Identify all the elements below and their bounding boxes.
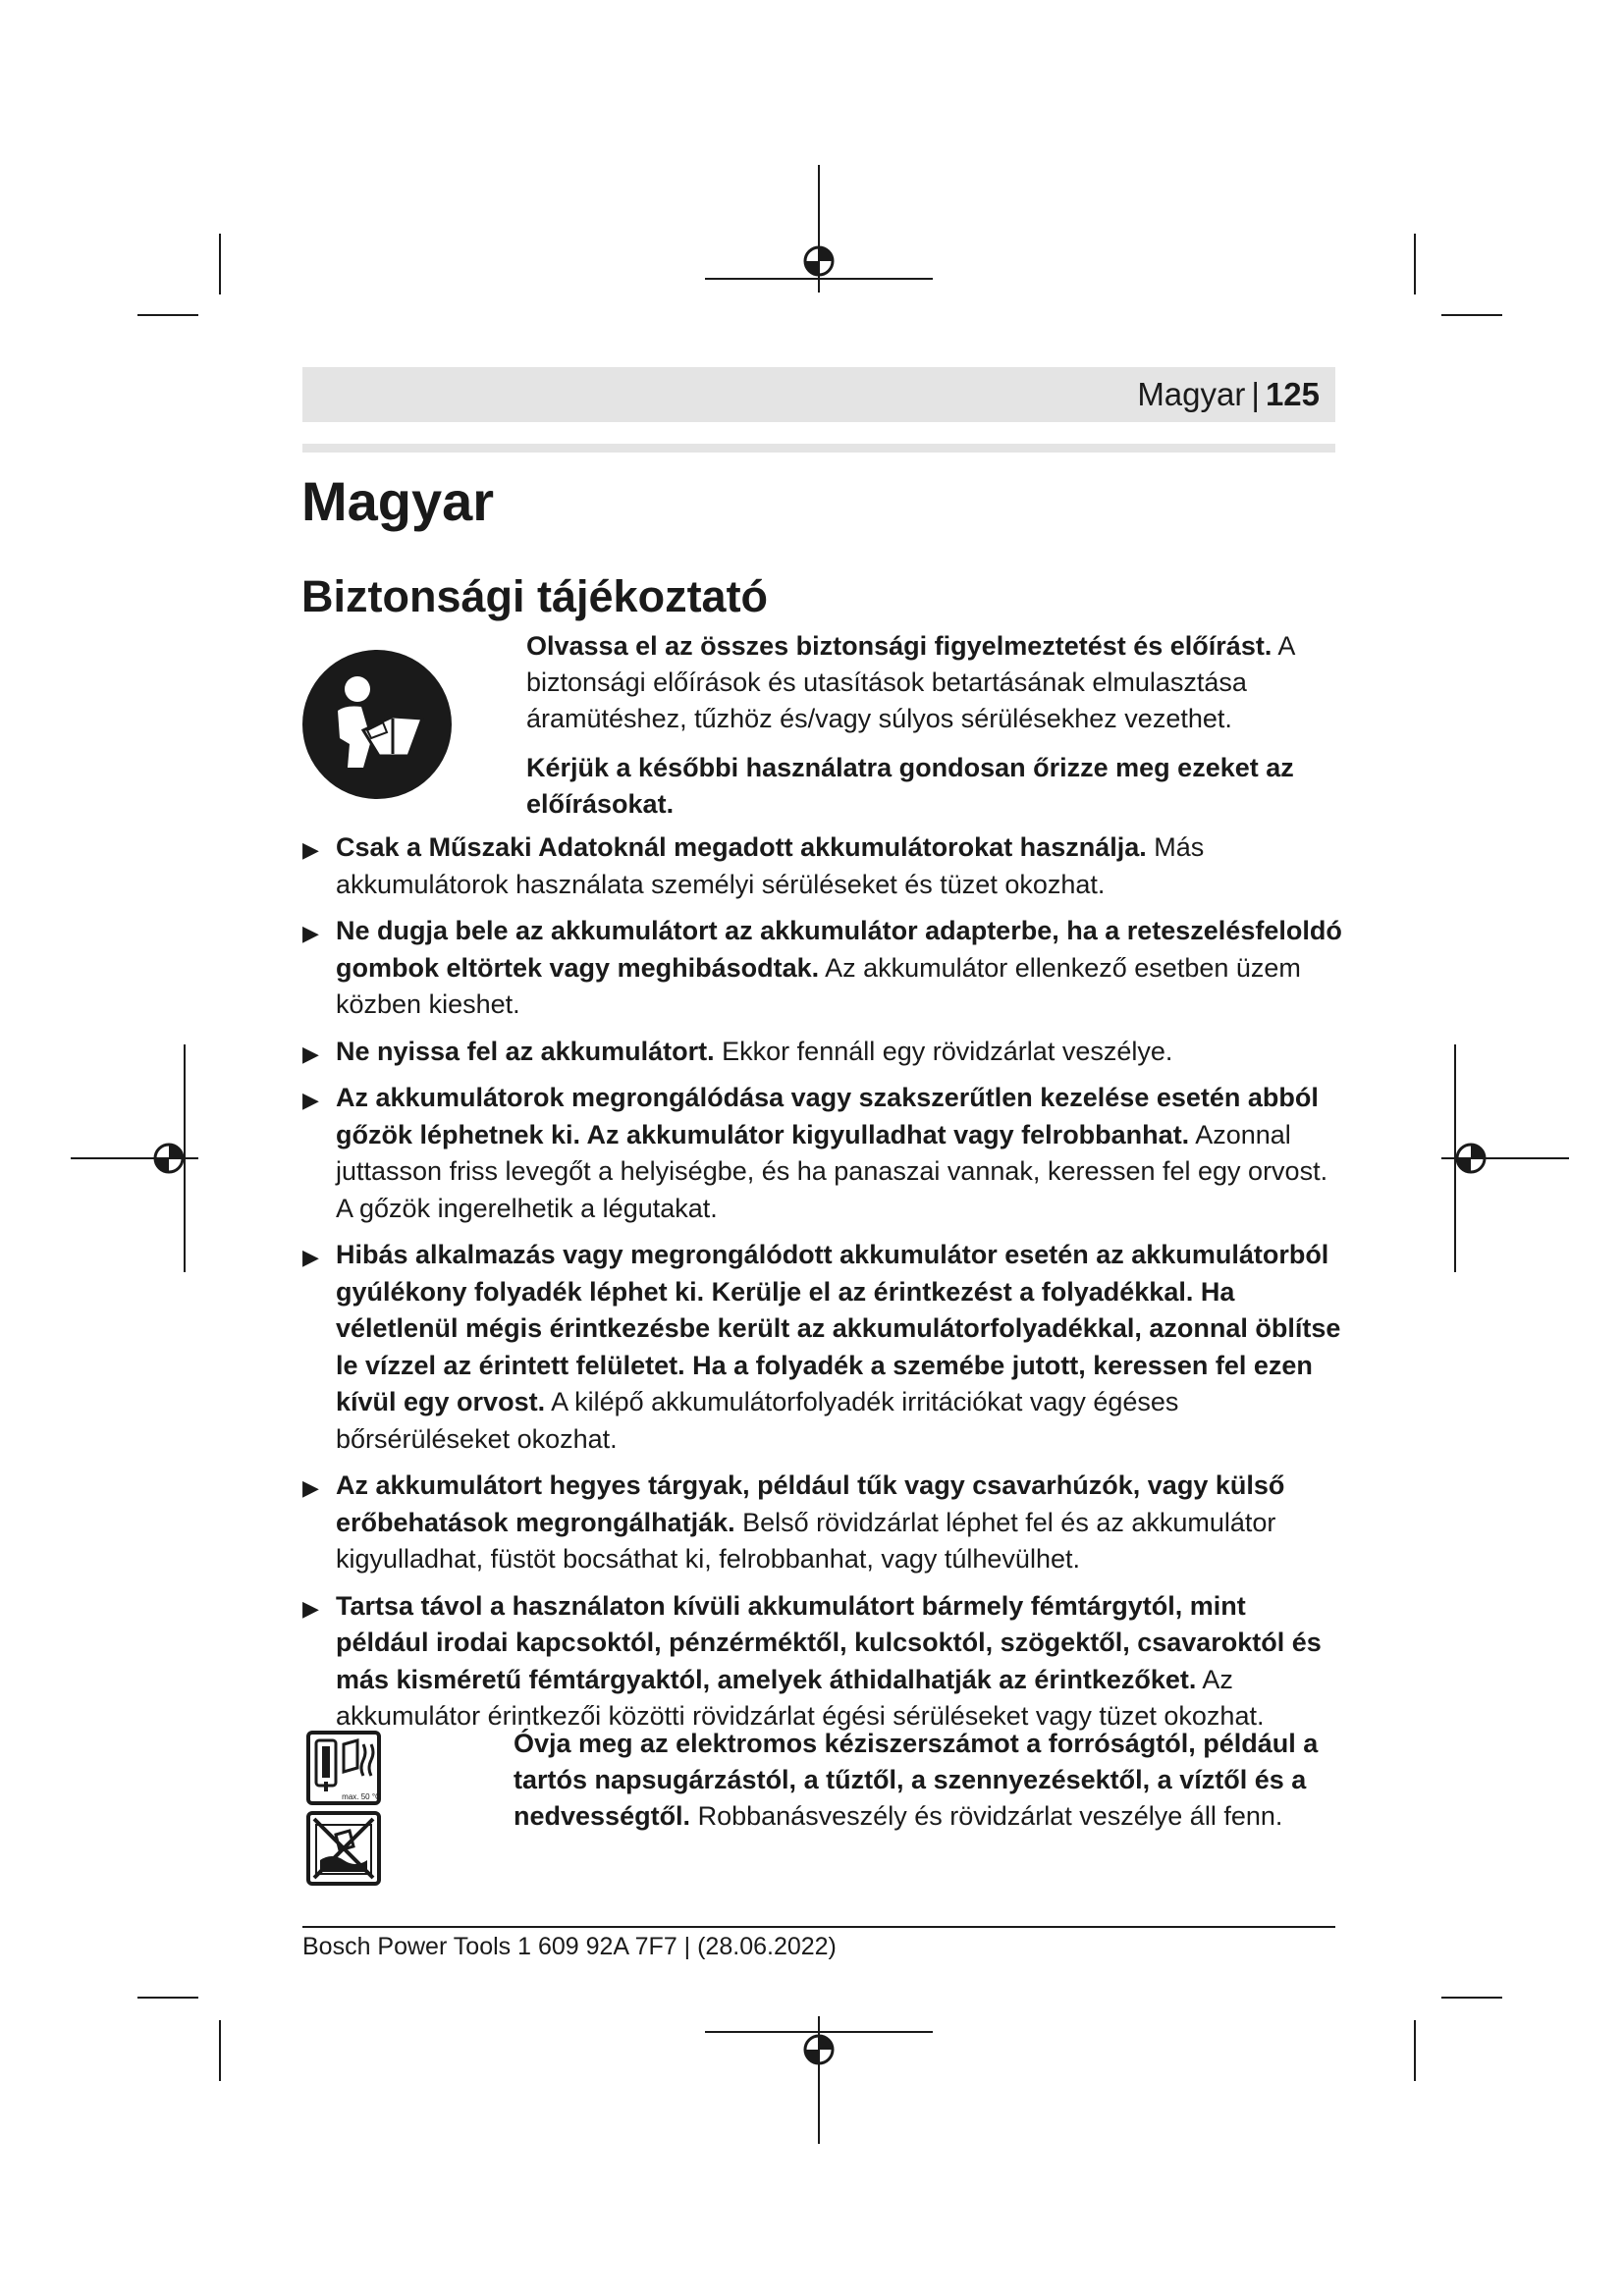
no-water-icon bbox=[306, 1811, 381, 1886]
crop-mark bbox=[219, 2020, 221, 2081]
list-item bbox=[302, 1237, 1345, 1458]
crop-mark bbox=[137, 1997, 198, 1999]
read-manual-icon bbox=[302, 650, 452, 799]
page-title: Magyar bbox=[301, 470, 495, 532]
warning-bold: Ne dugja bele az akkumulátort az akkumulátor adapterbe, ha a reteszelésfeloldó gombok eltörtek vagy meghibásodtak. bbox=[336, 916, 1342, 983]
header-separator: | bbox=[1251, 376, 1260, 412]
header-rule bbox=[302, 444, 1335, 453]
registration-mark-icon bbox=[705, 2016, 933, 2144]
warning-text: Az akkumulátor érintkezői közötti rövidzárlat égési sérüléseket vagy tüzet okozhat. bbox=[336, 1664, 1265, 1731]
protect-text: Robbanásveszély és rövidzárlat veszélye áll fenn. bbox=[690, 1801, 1283, 1831]
triangle-bullet-icon: ▶ bbox=[302, 1245, 319, 1269]
warning-text: Azonnal juttasson friss levegőt a helyiségbe, és ha panaszai vannak, keressen fel egy orvost. A gőzök ingerelhetik a légutakat. bbox=[336, 1119, 1328, 1223]
intro-keep bbox=[526, 750, 1341, 823]
header-label bbox=[1137, 377, 1320, 412]
warning-text: Az akkumulátor ellenkező esetben üzem közben kieshet. bbox=[336, 952, 1301, 1019]
triangle-bullet-icon: ▶ bbox=[302, 1088, 319, 1112]
header-language: Magyar bbox=[1137, 376, 1246, 412]
crop-mark bbox=[137, 314, 198, 316]
intro-keep-bold: Kérjük a későbbi használatra gondosan őrizze meg ezeket az előírásokat. bbox=[526, 753, 1294, 819]
triangle-bullet-icon: ▶ bbox=[302, 921, 319, 945]
list-item bbox=[302, 1034, 1345, 1071]
warning-list bbox=[302, 829, 1345, 1745]
warning-bold: Tartsa távol a használaton kívüli akkumulátort bármely fémtárgytól, mint például irodai kapcsoktól, pénzérméktől, kulcsoktól, szögektől, csavaroktól és más kisméretű fémtárgyaktól, amelyek áthidalhatják az érintkezőket. bbox=[336, 1590, 1322, 1694]
crop-mark bbox=[1441, 314, 1502, 316]
warning-bold: Az akkumulátorok megrongálódása vagy szakszerűtlen kezelése esetén abból gőzök léphetnek ki. Az akkumulátor kigyulladhat vagy felrobbanhat. bbox=[336, 1083, 1319, 1149]
registration-mark-icon bbox=[705, 165, 933, 293]
warning-bold: Ne nyissa fel az akkumulátort. bbox=[336, 1036, 715, 1066]
page-footer: Bosch Power Tools 1 609 92A 7F7 | (28.06.2022) bbox=[302, 1933, 837, 1960]
list-item bbox=[302, 1080, 1345, 1227]
list-item bbox=[302, 829, 1345, 903]
list-item bbox=[302, 1468, 1345, 1578]
registration-mark-icon bbox=[1441, 1044, 1569, 1272]
warning-text: Belső rövidzárlat léphet fel és az akkumulátor kigyulladhat, füstöt bocsáthat ki, felrobbanhat, vagy túlhevülhet. bbox=[336, 1507, 1276, 1574]
crop-mark bbox=[219, 234, 221, 294]
warning-bold: Hibás alkalmazás vagy megrongálódott akkumulátor esetén az akkumulátorból gyúlékony folyadék léphet ki. Kerülje el az érintkezést a folyadékkal. Ha véletlenül mégis érintkezésbe került az akkumulátorfolyadékkal, azonnal öblítse le vízzel az érintett felületet. Ha a folyadék a szemébe jutott, keressen fel ezen kívül egy orvost. bbox=[336, 1240, 1341, 1416]
heat-warning-icon bbox=[306, 1731, 381, 1805]
warning-bold: Csak a Műszaki Adatoknál megadott akkumulátorokat használja. bbox=[336, 832, 1147, 862]
warning-bold: Az akkumulátort hegyes tárgyak, például tűk vagy csavarhúzók, vagy külső erőbehatások megrongálhatják. bbox=[336, 1470, 1285, 1537]
page-number: 125 bbox=[1265, 376, 1320, 412]
crop-mark bbox=[1414, 234, 1416, 294]
crop-mark bbox=[1414, 2020, 1416, 2081]
intro-warning-bold: Olvassa el az összes biztonsági figyelmeztetést és előírást. bbox=[526, 631, 1272, 661]
intro-warning-text: A biztonsági előírások és utasítások betartásának elmulasztása áramütéshez, tűzhöz és/vagy súlyos sérülésekhez vezethet. bbox=[526, 631, 1294, 733]
protect-warning bbox=[514, 1726, 1338, 1835]
protect-bold: Óvja meg az elektromos kéziszerszámot a forróságtól, például a tartós napsugárzástól, a tűztől, a szennyezésektől, a víztől és a nedvességtől. bbox=[514, 1729, 1319, 1831]
list-item bbox=[302, 1588, 1345, 1735]
footer-rule bbox=[302, 1926, 1335, 1928]
intro-warning bbox=[526, 628, 1341, 737]
registration-mark-icon bbox=[71, 1044, 198, 1272]
triangle-bullet-icon: ▶ bbox=[302, 1595, 319, 1621]
heat-icon-label: max. 50 °C bbox=[342, 1792, 381, 1801]
intro-block bbox=[526, 628, 1341, 835]
triangle-bullet-icon: ▶ bbox=[302, 1041, 319, 1066]
warning-text: Ekkor fennáll egy rövidzárlat veszélye. bbox=[714, 1036, 1173, 1066]
warning-text: Más akkumulátorok használata személyi sérüléseket és tüzet okozhat. bbox=[336, 832, 1205, 899]
crop-mark bbox=[1441, 1997, 1502, 1999]
triangle-bullet-icon: ▶ bbox=[302, 1475, 319, 1500]
warning-text: A kilépő akkumulátorfolyadék irritációkat vagy égéses bőrsérüléseket okozhat. bbox=[336, 1387, 1179, 1454]
triangle-bullet-icon: ▶ bbox=[302, 837, 319, 862]
list-item bbox=[302, 913, 1345, 1024]
page-header bbox=[302, 367, 1335, 422]
section-title: Biztonsági tájékoztató bbox=[301, 571, 769, 621]
